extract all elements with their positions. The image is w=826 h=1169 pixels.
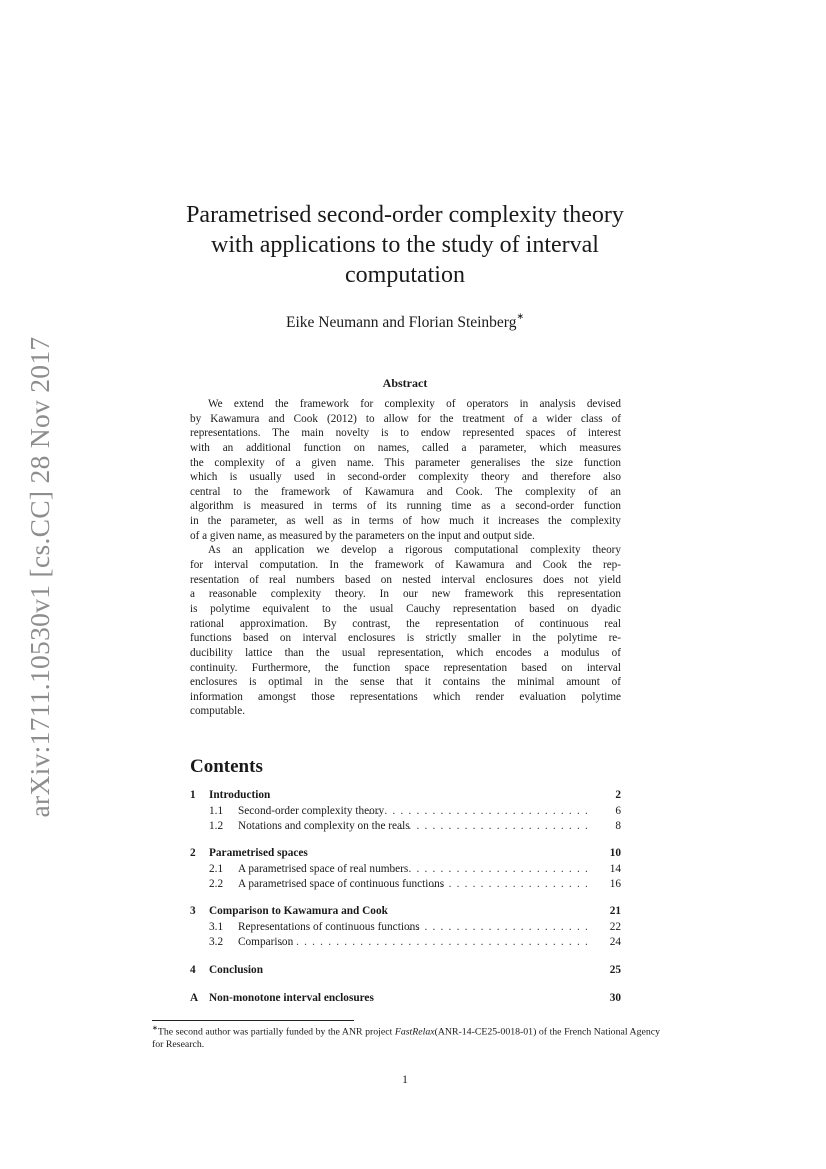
toc-leader-dots: .......................................	[280, 936, 593, 948]
toc-subsection-title: Representations of continuous functions	[238, 920, 420, 933]
abstract-body	[190, 397, 621, 719]
toc-subsection[interactable]	[190, 863, 621, 879]
toc-leader-dots: .........................	[392, 862, 593, 875]
toc-subsection-page: 16	[609, 878, 621, 890]
toc-section[interactable]	[190, 905, 621, 921]
abstract-line: which is usually used in second-order complexity theory and therefore also	[190, 471, 621, 484]
abstract-line: in the parameter, as well as in terms of how much it increases the complexity	[190, 515, 621, 528]
footnote-rule	[152, 1020, 354, 1021]
toc-subsection-title: Comparison	[238, 936, 294, 948]
toc-subsection-number: 3.2	[209, 936, 224, 948]
abstract-line: ducibility lattice than the usual representation, which encodes a modulus of	[190, 646, 621, 659]
abstract-line: enclosures is optimal in the sense that it contains the minimal amount of	[190, 676, 621, 689]
footnote-text-after: (ANR-14-CE25-0018-01) of the French National Agency for Research.	[152, 1026, 660, 1051]
footnote-text-before: The second author was partially funded by the ANR project	[157, 1026, 395, 1038]
toc-section-page: 2	[615, 789, 621, 801]
abstract-line: central to the framework of Kawamura and Cook. The complexity of an	[190, 485, 621, 498]
footnote-mark: ∗	[152, 1024, 158, 1032]
toc-subsection-number: 1.2	[209, 820, 224, 832]
paper-title	[150, 200, 660, 290]
toc-section[interactable]	[190, 964, 621, 980]
toc-section-page: 21	[609, 905, 621, 917]
toc-subsection-number: 1.1	[209, 804, 224, 817]
abstract-line: information amongst those representations which render evaluation polytime	[190, 690, 621, 703]
toc-subsection[interactable]	[190, 805, 621, 821]
toc-section[interactable]	[190, 789, 621, 805]
toc-section-title: Conclusion	[209, 964, 263, 976]
toc-section-page: 30	[609, 992, 621, 1004]
abstract-line: continuity. Furthermore, the function space representation based on interval	[190, 661, 621, 674]
abstract-heading: Abstract	[382, 376, 428, 390]
title-line-2: with applications to the study of interval	[211, 232, 599, 258]
toc-subsection-number: 3.1	[209, 920, 224, 933]
toc-subsection-title: A parametrised space of real numbers	[238, 862, 409, 875]
abstract-line: algorithm is measured in terms of its running time as a second-order function	[190, 500, 621, 513]
toc-section-title: Parametrised spaces	[209, 847, 308, 859]
toc-subsection[interactable]	[190, 820, 621, 836]
abstract-line: resentation of real numbers based on nested interval enclosures does not yield	[190, 573, 621, 586]
toc-subsection[interactable]	[190, 936, 621, 952]
abstract-line: is polytime equivalent to the usual Cauchy representation based on dyadic	[190, 602, 621, 615]
toc-subsection[interactable]	[190, 878, 621, 894]
toc-subsection[interactable]	[190, 921, 621, 937]
toc-section-number: A	[190, 992, 199, 1004]
abstract-line: computable.	[190, 705, 245, 718]
abstract-line: a reasonable complexity theory. In our new framework this representation	[190, 588, 621, 601]
toc-subsection-page: 14	[609, 862, 621, 875]
abstract-line: by Kawamura and Cook (2012) to allow for the treatment of a wider class of	[190, 412, 621, 425]
toc-section-number: 4	[190, 964, 196, 976]
author-footnote-mark[interactable]: ∗	[516, 311, 524, 321]
toc-subsection-title: Second-order complexity theory	[238, 804, 385, 817]
toc-section[interactable]	[190, 847, 621, 863]
toc-section-number: 1	[190, 789, 196, 801]
abstract-line: rational approximation. By contrast, the representation of continuous real	[190, 617, 621, 630]
toc-leader-dots: .......................	[408, 920, 593, 933]
toc-leader-dots: ....................	[432, 878, 593, 890]
page-number: 1	[402, 1074, 408, 1086]
abstract-line: representations. The main novelty is to endow represented spaces of interest	[190, 427, 621, 440]
toc-subsection-page: 24	[609, 936, 621, 948]
arxiv-stamp-text: arXiv:1711.10530v1 [cs.CC] 28 Nov 2017	[24, 336, 55, 818]
title-line-1: Parametrised second-order complexity theory	[186, 202, 624, 228]
toc-subsection-page: 8	[615, 820, 621, 832]
footnote-project: FastRelax	[394, 1026, 435, 1038]
toc-section-title: Introduction	[209, 789, 271, 801]
toc-subsection-title: Notations and complexity on the reals	[238, 820, 410, 832]
toc-section-number: 3	[190, 905, 196, 917]
abstract-line: functions based on interval enclosures is strictly smaller in the polytime re-	[190, 632, 621, 645]
author-names: Eike Neumann and Florian Steinberg	[286, 314, 517, 332]
toc-section[interactable]	[190, 992, 621, 1008]
toc-subsection-number: 2.1	[209, 862, 224, 875]
contents-heading: Contents	[190, 756, 263, 777]
abstract-line: with an additional function on names, called a parameter, which measures	[190, 441, 621, 454]
toc-subsection-number: 2.2	[209, 878, 224, 890]
toc-section-number: 2	[190, 847, 196, 859]
toc-section-page: 25	[609, 964, 621, 976]
title-line-3: computation	[345, 262, 465, 288]
authors	[150, 313, 660, 332]
toc-section-title: Non-monotone interval enclosures	[209, 992, 374, 1004]
arxiv-stamp	[20, 332, 60, 822]
footnote	[152, 1022, 660, 1051]
toc-subsection-title: A parametrised space of continuous functions	[238, 878, 445, 890]
abstract-line: of a given name, as measured by the parameters on the input and output side.	[190, 529, 535, 542]
abstract-line: We extend the framework for complexity of operators in analysis devised	[208, 398, 621, 410]
abstract-line: the complexity of a given name. This parameter generalises the size function	[190, 456, 621, 469]
toc-section-page: 10	[609, 847, 621, 859]
abstract-line: for interval computation. In the framework of Kawamura and Cook the rep-	[190, 559, 621, 572]
toc-section-title: Comparison to Kawamura and Cook	[209, 905, 388, 917]
toc-leader-dots: ........................	[400, 820, 593, 832]
toc-subsection-page: 6	[615, 804, 621, 817]
toc-subsection-page: 22	[609, 920, 621, 933]
toc-leader-dots: ............................	[368, 804, 593, 817]
abstract-line: As an application we develop a rigorous computational complexity theory	[208, 544, 621, 557]
